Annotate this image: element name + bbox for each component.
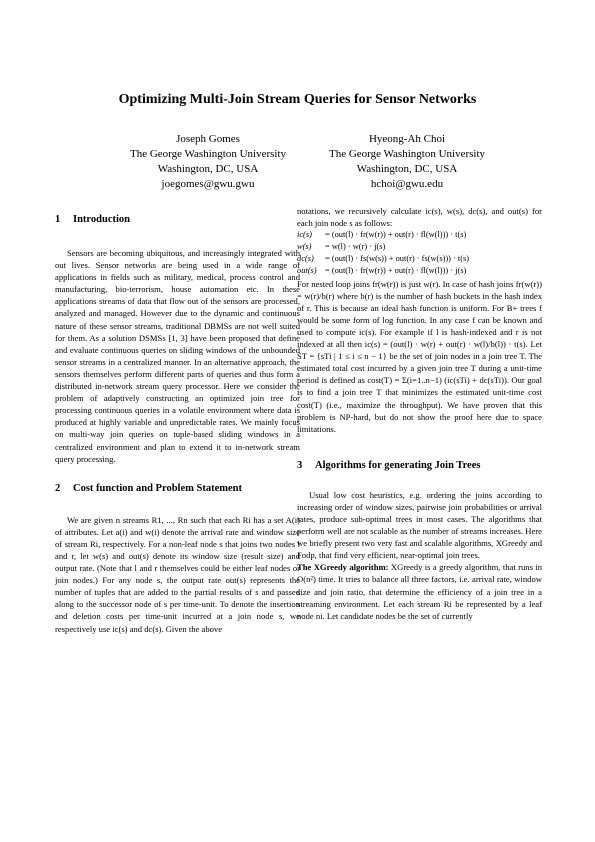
left-column xyxy=(55,213,300,635)
author-location: Washington, DC, USA xyxy=(356,163,458,175)
paragraph-algorithms: Usual low cost heuristics, e.g. ordering the joins according to increasing order of window sizes, pairwise join probabilities or arrival rates, produce sub-optimal trees in most cases. The algorithms that perform well are not scalable as the number of streams increases. Here we briefly present two very fast and scalable algorithms, XGreedy and Fodp, that find very efficient, near-optimal join trees. xyxy=(297,489,542,561)
paragraph-cost-function: We are given n streams R1, ..., Rn such that each Ri has a set A(i) of attributes. Let a(i) and w(i) denote the arrival rate and window size of stream Ri, respectively. For a non-leaf node s that joins two nodes l and r, let w(s) and out(s) denote its window size (result size) and output rate. (Note that l and r themselves could be either leaf nodes or join nodes.) For any node s, the output rate out(s) represents the number of tuples that are added to the partial results of s and passed along to the successor node of s per time-unit. To denote the insertion and deletion costs per time-unit incurred at a join node s, we respectively use ic(s) and dc(s). Given the above xyxy=(55,514,300,634)
paragraph-notations: notations, we recursively calculate ic(s), w(s), dc(s), and out(s) for each join node s as follows: xyxy=(297,206,542,229)
author-affiliation: The George Washington University xyxy=(328,148,486,160)
right-column xyxy=(297,205,542,622)
section-heading-algorithms: 3 Algorithms for generating Join Trees xyxy=(297,459,481,471)
xgreedy-label: The XGreedy algorithm: xyxy=(297,562,389,573)
author-block-1 xyxy=(103,132,313,192)
author-name: Joseph Gomes xyxy=(176,133,240,145)
paragraph-xgreedy: The XGreedy algorithm: XGreedy is a greedy algorithm, that runs in O(n²) time. It tries to balance all three factors, i.e. arrival rate, window size and join ratio, that determine the efficiency of a join tree in a streaming environment. Let each stream Ri be represented by a leaf node ni. Let candidate nodes be the set of currently xyxy=(297,562,542,621)
author-name: Hyeong-Ah Choi xyxy=(368,133,446,145)
section-heading-cost-function: 2 Cost function and Problem Statement xyxy=(55,482,242,494)
author-location: Washington, DC, USA xyxy=(157,163,259,175)
equation-ic: ic(s) = (out(l) · fr(w(r)) + out(r) · fl(w(l))) · t(s) xyxy=(297,230,467,240)
paper-title: Optimizing Multi-Join Stream Queries for Sensor Networks xyxy=(118,92,477,107)
author-block-2 xyxy=(302,132,512,192)
section-heading-introduction: 1 Introduction xyxy=(55,214,130,225)
equation-dc: dc(s) = (out(l) · fs(w(s)) + out(r) · fs(w(s))) · t(s) xyxy=(297,254,470,264)
author-email: hchoi@gwu.edu xyxy=(370,178,444,190)
paragraph-introduction: Sensors are becoming ubiquitous, and increasingly integrated with out lives. Sensor networks are being used in a wide range of applications in fields such as military, medical, process control and manufacturing, bio-terrorism, house automation etc. In these applications streams of data that flow out of the sensors are processed, analyzed and managed. However due to the dynamic and continuous nature of these sensor streams, traditional DBMSs are not well suited for them. As a solution DSMSs [1, 3] have been proposed that define and evaluate continuous queries on sliding windows of the unbounded sensor streams in a centralized manner. In an alternative approach, the sensors themselves perform different parts of queries and thus form a distributed in-network stream query processor. Here we consider the problem of adaptively constructing an optimized join tree for processing continuous queries in a volatile environment where data is produced at highly variable and unpredictable rates. We mainly focus on multi-way join queries on tuple-based sliding windows in a centralized environment and plan to extend it to in-network stream query processing. xyxy=(55,248,300,464)
paragraph-nested-loop: For nested loop joins fr(w(r)) is just w(r). In case of hash joins fr(w(r)) = w(r)/b(r) where b(r) is the number of hash buckets in the hash index of r. This is because an ideal hash function is uniform. For B+ trees f would be some form of log function. In any case f can be known and used to compute ic(s). For example if l is hash-indexed and r is not indexed at all then ic(s) = (out(l) · w(r) + out(r) · w(l)/b(l)) · t(s). Let ST = {sTi | 1 ≤ i ≤ n − 1} be the set of join nodes in a join tree T. The estimated total cost incurred by a given join tree T during a unit-time period is defined as cost(T) = Σ(i=1..n−1) (ic(sTi) + dc(sTi)). Our goal is to find a join tree T that minimizes the estimated unit-time cost cost(T) (i.e., maximize the throughput). We have proven that this problem is NP-hard, but do not show the proof here due to space limitations. xyxy=(297,278,542,434)
equation-out: out(s) = (out(l) · fr(w(r)) + out(r) · fl(w(l))) · j(s) xyxy=(297,266,467,276)
author-email: joegomes@gwu.gwu xyxy=(161,178,255,190)
author-affiliation: The George Washington University xyxy=(129,148,287,160)
equation-w: w(s) = w(l) · w(r) · j(s) xyxy=(297,242,386,252)
